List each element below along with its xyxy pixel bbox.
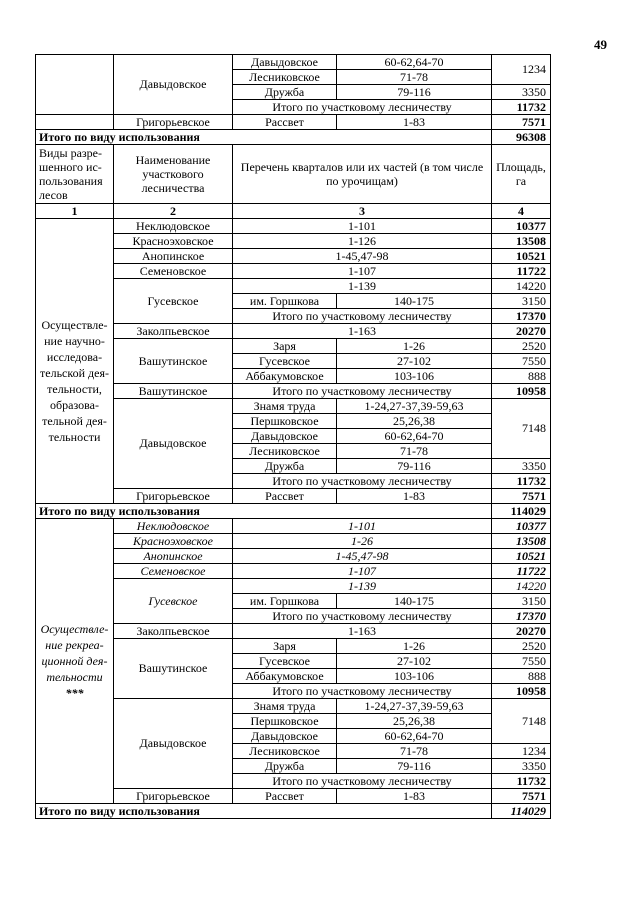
quarters-cell: 71-78	[337, 744, 492, 759]
forestry-name: Давыдовское	[114, 55, 233, 115]
use-type-cell	[36, 55, 114, 115]
table-row	[36, 339, 551, 354]
header-row	[36, 145, 551, 204]
urochishe-name: Першковское	[233, 714, 337, 729]
forest-use-table	[35, 54, 551, 819]
quarters-cell: 140-175	[337, 294, 492, 309]
quarters-cell: 25,26,38	[337, 414, 492, 429]
quarters-cell: 27-102	[337, 354, 492, 369]
urochishe-name: Рассвет	[233, 489, 337, 504]
area-cell: 20270	[492, 624, 551, 639]
use-type-text: Осуществле-ние рекреа-ционной дея-тельности	[40, 622, 109, 684]
table-row	[36, 399, 551, 414]
quarters-cell: 1-139	[233, 579, 492, 594]
table-row	[36, 55, 551, 70]
total-label: Итого по виду использования	[36, 804, 492, 819]
subtotal-area: 11732	[492, 100, 551, 115]
forestry-name: Красноэховское	[114, 534, 233, 549]
subtotal-area: 11732	[492, 474, 551, 489]
forestry-name: Григорьевское	[114, 789, 233, 804]
total-label: Итого по виду использования	[36, 130, 492, 145]
forestry-name: Красноэховское	[114, 234, 233, 249]
quarters-cell: 1-163	[233, 324, 492, 339]
urochishe-name: им. Горшкова	[233, 594, 337, 609]
header-num: 4	[492, 204, 551, 219]
quarters-cell: 71-78	[337, 444, 492, 459]
table-row	[36, 549, 551, 564]
urochishe-name: Давыдовское	[233, 55, 337, 70]
quarters-cell: 27-102	[337, 654, 492, 669]
area-cell: 10521	[492, 549, 551, 564]
forestry-name: Неклюдовское	[114, 519, 233, 534]
area-cell: 13508	[492, 534, 551, 549]
total-row	[36, 504, 551, 519]
urochishe-name: Заря	[233, 639, 337, 654]
urochishe-name: Рассвет	[233, 789, 337, 804]
quarters-cell: 1-101	[233, 519, 492, 534]
quarters-cell: 1-163	[233, 624, 492, 639]
area-cell: 7148	[492, 699, 551, 744]
quarters-cell: 1-126	[233, 234, 492, 249]
urochishe-name: Лесниковское	[233, 444, 337, 459]
subtotal-label: Итого по участковому лесничеству	[233, 100, 492, 115]
urochishe-name: Заря	[233, 339, 337, 354]
quarters-cell: 60-62,64-70	[337, 429, 492, 444]
total-area: 96308	[492, 130, 551, 145]
urochishe-name: Лесниковское	[233, 70, 337, 85]
area-cell: 1234	[492, 744, 551, 759]
header-num: 2	[114, 204, 233, 219]
area-cell: 10377	[492, 519, 551, 534]
area-cell: 888	[492, 369, 551, 384]
area-cell: 14220	[492, 579, 551, 594]
subtotal-area: 17370	[492, 309, 551, 324]
quarters-cell: 71-78	[337, 70, 492, 85]
table-row	[36, 324, 551, 339]
quarters-cell: 103-106	[337, 669, 492, 684]
urochishe-name: Аббакумовское	[233, 369, 337, 384]
quarters-cell: 60-62,64-70	[337, 55, 492, 70]
area-cell: 3150	[492, 294, 551, 309]
urochishe-name: Давыдовское	[233, 429, 337, 444]
area-cell: 10377	[492, 219, 551, 234]
area-cell: 7550	[492, 354, 551, 369]
quarters-cell: 1-139	[233, 279, 492, 294]
area-cell: 7571	[492, 115, 551, 130]
forestry-name: Гусевское	[114, 279, 233, 324]
urochishe-name: Рассвет	[233, 115, 337, 130]
area-cell: 3150	[492, 594, 551, 609]
forestry-name: Гусевское	[114, 579, 233, 624]
subtotal-label: Итого по участковому лесничеству	[233, 609, 492, 624]
subtotal-label: Итого по участковому лесничеству	[233, 309, 492, 324]
table-row	[36, 264, 551, 279]
header-quarters: Перечень кварталов или их частей (в том числе по урочищам)	[233, 145, 492, 204]
urochishe-name: Лесниковское	[233, 744, 337, 759]
subtotal-row	[36, 384, 551, 399]
quarters-cell: 79-116	[337, 759, 492, 774]
subtotal-area: 17370	[492, 609, 551, 624]
table-row	[36, 234, 551, 249]
area-cell: 7571	[492, 489, 551, 504]
area-cell: 888	[492, 669, 551, 684]
forestry-name: Григорьевское	[114, 115, 233, 130]
subtotal-area: 10958	[492, 684, 551, 699]
use-type-cell	[36, 519, 114, 804]
forestry-name: Анопинское	[114, 249, 233, 264]
quarters-cell: 79-116	[337, 85, 492, 100]
forestry-name: Семеновское	[114, 564, 233, 579]
quarters-cell: 140-175	[337, 594, 492, 609]
area-cell: 3350	[492, 85, 551, 100]
table-row	[36, 564, 551, 579]
quarters-cell: 1-24,27-37,39-59,63	[337, 699, 492, 714]
area-cell: 1234	[492, 55, 551, 85]
quarters-cell: 1-45,47-98	[233, 249, 492, 264]
forestry-name: Вашутинское	[114, 384, 233, 399]
urochishe-name: Аббакумовское	[233, 669, 337, 684]
quarters-cell: 1-107	[233, 264, 492, 279]
quarters-cell: 1-83	[337, 789, 492, 804]
quarters-cell: 1-83	[337, 489, 492, 504]
subtotal-label: Итого по участковому лесничеству	[233, 774, 492, 789]
total-row	[36, 130, 551, 145]
area-cell: 3350	[492, 759, 551, 774]
page-number: 49	[594, 37, 607, 52]
table-row	[36, 519, 551, 534]
area-cell: 7571	[492, 789, 551, 804]
forestry-name: Семеновское	[114, 264, 233, 279]
table-row	[36, 639, 551, 654]
area-cell: 7550	[492, 654, 551, 669]
area-cell: 3350	[492, 459, 551, 474]
area-cell: 14220	[492, 279, 551, 294]
urochishe-name: Знамя труда	[233, 699, 337, 714]
header-num: 1	[36, 204, 114, 219]
table-row	[36, 115, 551, 130]
use-type-cell: Осуществле-ние научно-исследова-тельской дея-тельности, образова-тельной дея-тельности	[36, 219, 114, 504]
area-cell: 11722	[492, 564, 551, 579]
quarters-cell: 1-83	[337, 115, 492, 130]
subtotal-label: Итого по участковому лесничеству	[233, 684, 492, 699]
header-use-type: Виды разре-шенного ис-пользования лесов	[36, 145, 114, 204]
header-area: Площадь, га	[492, 145, 551, 204]
quarters-cell: 1-107	[233, 564, 492, 579]
subtotal-label: Итого по участковому лесничеству	[233, 384, 492, 399]
total-area: 114029	[492, 504, 551, 519]
total-label: Итого по виду использования	[36, 504, 492, 519]
quarters-cell: 1-26	[337, 339, 492, 354]
quarters-cell: 25,26,38	[337, 714, 492, 729]
forestry-name: Заколпьевское	[114, 324, 233, 339]
urochishe-name: Дружба	[233, 759, 337, 774]
quarters-cell: 60-62,64-70	[337, 729, 492, 744]
table-row	[36, 624, 551, 639]
quarters-cell: 1-45,47-98	[233, 549, 492, 564]
area-cell: 13508	[492, 234, 551, 249]
forestry-name: Григорьевское	[114, 489, 233, 504]
area-cell: 11722	[492, 264, 551, 279]
urochishe-name: Дружба	[233, 85, 337, 100]
forestry-name: Давыдовское	[114, 399, 233, 489]
urochishe-name: Першковское	[233, 414, 337, 429]
table-row	[36, 534, 551, 549]
table-row	[36, 249, 551, 264]
urochishe-name: Гусевское	[233, 654, 337, 669]
quarters-cell: 1-26	[233, 534, 492, 549]
table-row	[36, 789, 551, 804]
area-cell: 7148	[492, 399, 551, 459]
area-cell: 10521	[492, 249, 551, 264]
forestry-name: Анопинское	[114, 549, 233, 564]
urochishe-name: Гусевское	[233, 354, 337, 369]
forestry-name: Заколпьевское	[114, 624, 233, 639]
subtotal-area: 11732	[492, 774, 551, 789]
table-row	[36, 579, 551, 594]
table-row	[36, 279, 551, 294]
quarters-cell: 1-26	[337, 639, 492, 654]
header-forestry: Наименование участкового лесничества	[114, 145, 233, 204]
total-area: 114029	[492, 804, 551, 819]
forestry-name: Неклюдовское	[114, 219, 233, 234]
total-row	[36, 804, 551, 819]
table-row	[36, 219, 551, 234]
urochishe-name: Дружба	[233, 459, 337, 474]
area-cell: 2520	[492, 339, 551, 354]
subtotal-area: 10958	[492, 384, 551, 399]
urochishe-name: им. Горшкова	[233, 294, 337, 309]
quarters-cell: 103-106	[337, 369, 492, 384]
area-cell: 2520	[492, 639, 551, 654]
table-row	[36, 489, 551, 504]
quarters-cell: 1-24,27-37,39-59,63	[337, 399, 492, 414]
area-cell: 20270	[492, 324, 551, 339]
forestry-name: Вашутинское	[114, 339, 233, 384]
quarters-cell: 1-101	[233, 219, 492, 234]
subtotal-label: Итого по участковому лесничеству	[233, 474, 492, 489]
header-num: 3	[233, 204, 492, 219]
urochishe-name: Знамя труда	[233, 399, 337, 414]
footnote-stars: ***	[65, 686, 84, 700]
forestry-name: Давыдовское	[114, 699, 233, 789]
urochishe-name: Давыдовское	[233, 729, 337, 744]
header-numbers-row	[36, 204, 551, 219]
quarters-cell: 79-116	[337, 459, 492, 474]
forestry-name: Вашутинское	[114, 639, 233, 699]
table-row	[36, 699, 551, 714]
